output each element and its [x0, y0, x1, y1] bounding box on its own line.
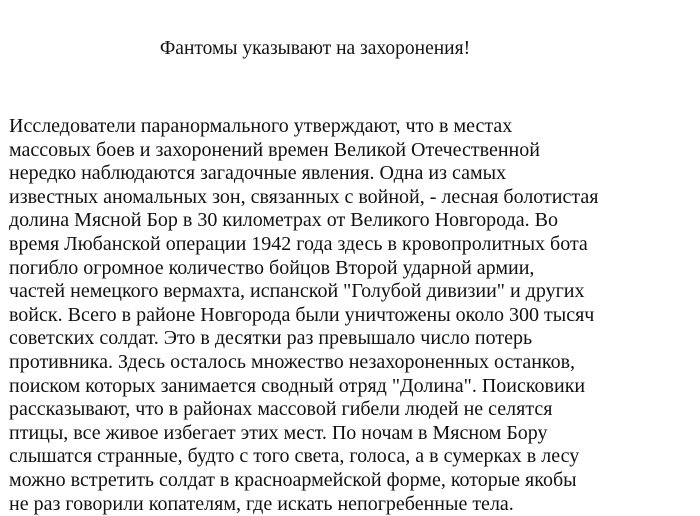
text-line: время Любанской операции 1942 года здесь в кровопролитных бота — [9, 233, 699, 257]
text-line: погибло огромное количество бойцов Второй ударной армии, — [9, 257, 699, 281]
text-line: слышатся странные, будто с того света, голоса, а в сумерках в лесу — [9, 445, 699, 469]
text-line: рассказывают, что в районах массовой гибели людей не селятся — [9, 398, 699, 422]
text-line: можно встретить солдат в красноармейской форме, которые якобы — [9, 469, 699, 493]
document-title: Фантомы указывают на захоронения! — [0, 37, 630, 61]
text-line: известных аномальных зон, связанных с войной, - лесная болотистая — [9, 186, 699, 210]
text-line: поиском которых занимается сводный отряд "Долина". Поисковики — [9, 375, 699, 399]
text-line: противника. Здесь осталось множество незахороненных останков, — [9, 351, 699, 375]
text-line: нередко наблюдаются загадочные явления. Одна из самых — [9, 162, 699, 186]
text-line: птицы, все живое избегает этих мест. По ночам в Мясном Бору — [9, 422, 699, 446]
text-line: Исследователи паранормального утверждают, что в местах — [9, 115, 699, 139]
text-line: массовых боев и захоронений времен Великой Отечественной — [9, 139, 699, 163]
text-line: частей немецкого вермахта, испанской "Голубой дивизии" и других — [9, 280, 699, 304]
text-line: долина Мясной Бор в 30 километрах от Великого Новгорода. Во — [9, 209, 699, 233]
text-line: не раз говорили копателям, где искать непогребенные тела. — [9, 493, 699, 516]
article-body — [9, 115, 699, 516]
text-line: советских солдат. Это в десятки раз превышало число потерь — [9, 327, 699, 351]
text-line: войск. Всего в районе Новгорода были уничтожены около 300 тысяч — [9, 304, 699, 328]
